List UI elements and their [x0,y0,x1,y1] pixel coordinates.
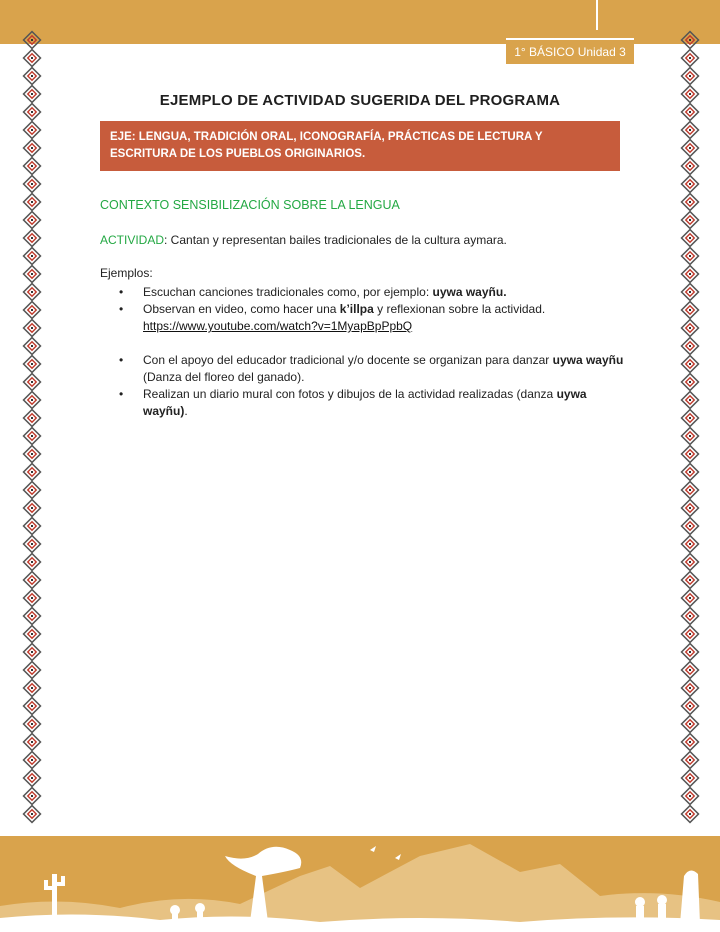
examples-label: Ejemplos: [100,266,153,280]
examples-list [119,284,633,420]
activity-text: : Cantan y representan bailes tradicionales de la cultura aymara. [164,233,507,247]
left-ornament-border [22,30,42,830]
activity-label: ACTIVIDAD [100,233,165,247]
bullet-icon: • [119,302,124,316]
unit-tab: 1° BÁSICO Unidad 3 [506,38,634,64]
page-title: EJEMPLO DE ACTIVIDAD SUGERIDA DEL PROGRAMA [159,92,561,109]
activity-line [100,233,507,247]
list-item: • Con el apoyo del educador tradicional y/o docente se organizan para danzar uywa wayñu (Danza del floreo del ganado). [119,353,624,384]
footer-landscape-illustration [0,836,720,932]
banner-notch [596,0,598,30]
youtube-link[interactable]: https://www.youtube.com/watch?v=1MyapBpPpbQ [143,319,413,333]
bullet-icon: • [119,353,124,367]
bullet-icon: • [119,285,124,299]
section-heading: CONTEXTO SENSIBILIZACIÓN SOBRE LA LENGUA [100,198,400,212]
list-item: • Observan en video, como hacer una k’illpa y reflexionan sobre la actividad. https://www.youtube.com/watch?v=1MyapBpPpbQ [119,302,546,333]
list-item: • Realizan un diario mural con fotos y dibujos de la actividad realizadas (danza uywa wayñu). [119,387,587,418]
list-item: • Escuchan canciones tradicionales como, por ejemplo: uywa wayñu. [119,285,507,299]
right-ornament-border [680,30,700,830]
eje-banner: EJE: LENGUA, TRADICIÓN ORAL, ICONOGRAFÍA, PRÁCTICAS DE LECTURA Y ESCRITURA DE LOS PUEBLOS ORIGINARIOS. [100,121,620,171]
bullet-icon: • [119,387,124,401]
